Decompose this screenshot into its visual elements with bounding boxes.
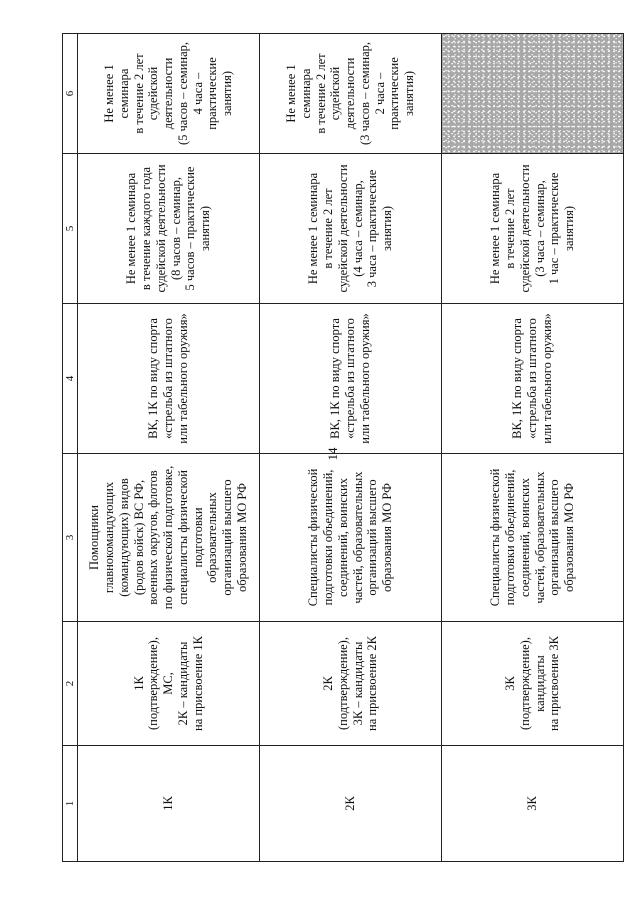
seminar-frequency-cell: Не менее 1 семинара в течение 2 лет судейской деятельности (3 часа – семинар, 1 час – практические занятия) bbox=[442, 154, 624, 304]
seminar-frequency-cell: Не менее 1 семинара в течение 2 лет судейской деятельности (4 часа – семинар, 3 часа – практические занятия) bbox=[260, 154, 442, 304]
lecturers-cell: ВК, 1К по виду спорта «стрельба из штатного или табельного оружия» bbox=[260, 304, 442, 454]
referee-seminar-table bbox=[62, 33, 624, 862]
qualification-cell: 1К (подтверждение), МС, 2К – кандидаты на присвоение 1К bbox=[78, 622, 260, 746]
lecturers-cell: ВК, 1К по виду спорта «стрельба из штатного или табельного оружия» bbox=[78, 304, 260, 454]
page-number: 14 bbox=[325, 447, 340, 461]
column-number-1: 1 bbox=[63, 746, 78, 862]
category-cell: 3К bbox=[442, 746, 624, 862]
column-number-6: 6 bbox=[63, 34, 78, 154]
lecturers-cell: ВК, 1К по виду спорта «стрельба из штатного или табельного оружия» bbox=[442, 304, 624, 454]
category-cell: 2К bbox=[260, 746, 442, 862]
shaded-empty-cell bbox=[442, 34, 624, 154]
participants-cell: Специалисты физической подготовки объединений, соединений, воинских частей, образовательных организаций высшего образования МО РФ bbox=[442, 454, 624, 622]
seminar-frequency-alt-cell: Не менее 1 семинара в течение 2 лет судейской деятельности (3 часов – семинар, 2 часа – практические занятия) bbox=[260, 34, 442, 154]
table-row bbox=[260, 34, 442, 862]
seminar-frequency-cell: Не менее 1 семинара в течение каждого года судейской деятельности (8 часов – семинар, 5 часов – практические занятия) bbox=[78, 154, 260, 304]
qualification-cell: 2К (подтверждение), 3К – кандидаты на присвоение 2К bbox=[260, 622, 442, 746]
participants-cell: Специалисты физической подготовки объединений, соединений, воинских частей, образовательных организаций высшего образования МО РФ bbox=[260, 454, 442, 622]
column-number-3: 3 bbox=[63, 454, 78, 622]
table-row bbox=[78, 34, 260, 862]
table-row bbox=[442, 34, 624, 862]
participants-cell: Помощники главнокомандующих (командующих) видов (родов войск) ВС РФ, военных округов, флотов по физической подготовке, специалисты физической подготовки образовательных организаций высшего образования МО РФ bbox=[78, 454, 260, 622]
rotated-table-container bbox=[62, 34, 624, 862]
column-number-2: 2 bbox=[63, 622, 78, 746]
header-row bbox=[63, 34, 78, 862]
column-number-4: 4 bbox=[63, 304, 78, 454]
column-number-5: 5 bbox=[63, 154, 78, 304]
document-table-area bbox=[62, 34, 624, 862]
seminar-frequency-alt-cell: Не менее 1 семинара в течение 2 лет судейской деятельности (5 часов – семинар, 4 часа – практические занятия) bbox=[78, 34, 260, 154]
category-cell: 1К bbox=[78, 746, 260, 862]
qualification-cell: 3К (подтверждение), кандидаты на присвоение 3К bbox=[442, 622, 624, 746]
